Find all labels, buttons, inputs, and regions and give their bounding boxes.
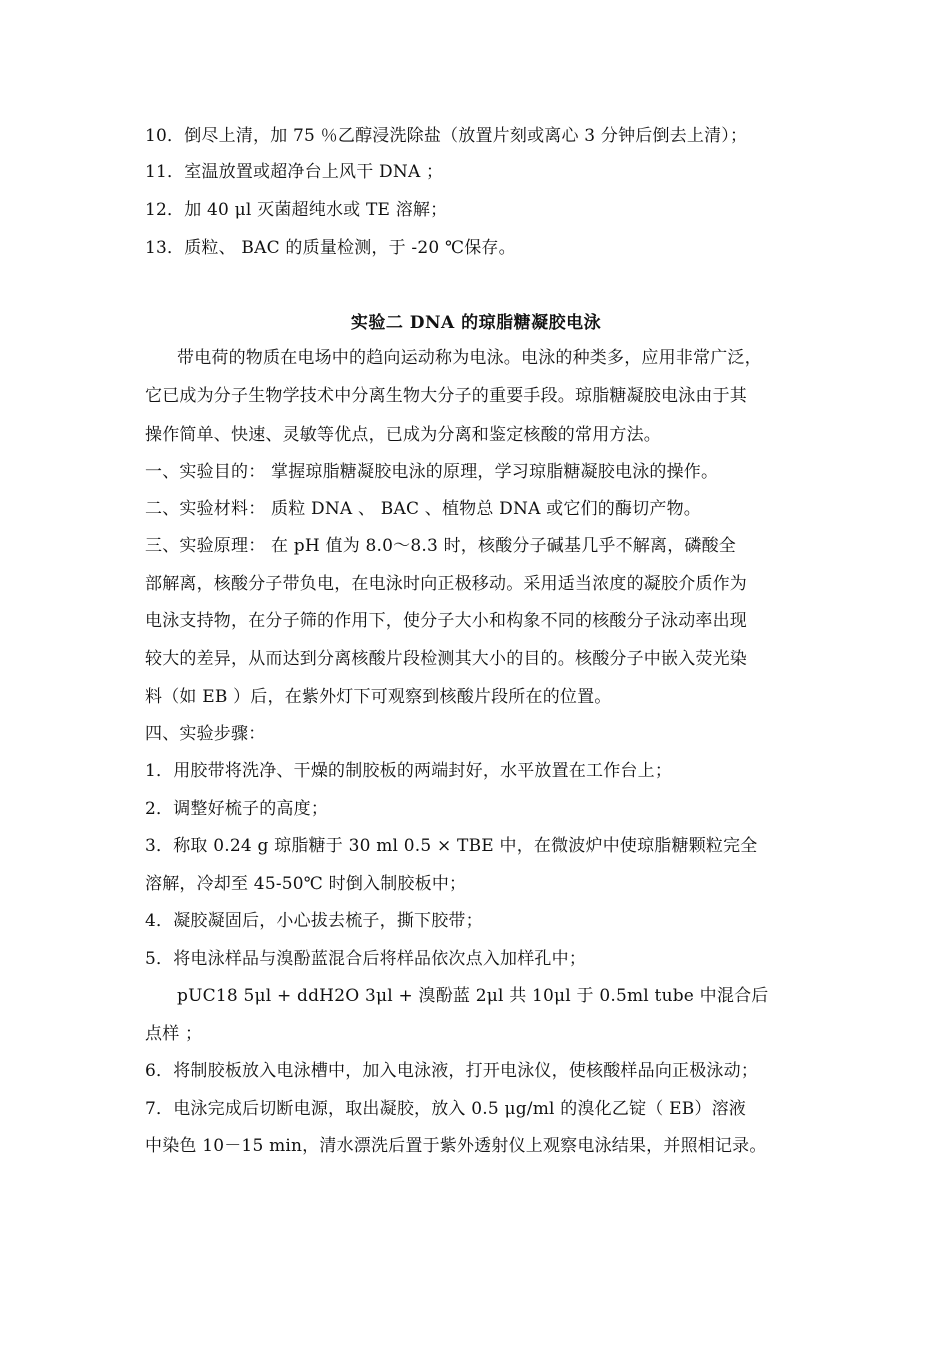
step-5: 5．将电泳样品与溴酚蓝混合后将样品依次点入加样孔中； (145, 949, 587, 969)
materials-line: 二、实验材料： 质粒 DNA 、 BAC 、植物总 DNA 或它们的酶切产物。 (145, 499, 701, 519)
step-2: 2．调整好梳子的高度； (145, 799, 329, 819)
step-7-cont: 中染色 10－15 min，清水漂洗后置于紫外透射仪上观察电泳结果，并照相记录。 (145, 1136, 767, 1156)
sample-line-1: pUC18 5μl + ddH2O 3μl + 溴酚蓝 2μl 共 10μl 于 0.5ml tube 中混合后 (177, 986, 769, 1006)
step-7: 7．电泳完成后切断电源，取出凝胶，放入 0.5 μg/ml 的溴化乙锭（ EB）溶液 (145, 1099, 746, 1119)
step-11: 11．室温放置或超净台上风干 DNA ； (145, 162, 444, 182)
principle-line-2: 部解离，核酸分子带负电，在电泳时向正极移动。采用适当浓度的凝胶介质作为 (145, 574, 747, 594)
principle-line-3: 电泳支持物，在分子筛的作用下，使分子大小和构象不同的核酸分子泳动率出现 (145, 611, 747, 631)
step-6: 6．将制胶板放入电泳槽中，加入电泳液，打开电泳仪，使核酸样品向正极泳动； (145, 1061, 759, 1081)
step-13: 13．质粒、 BAC 的质量检测，于 -20 ℃保存。 (145, 238, 516, 258)
section-title: 实验二 DNA 的琼脂糖凝胶电泳 (350, 313, 602, 333)
step-1: 1．用胶带将洗净、干燥的制胶板的两端封好，水平放置在工作台上； (145, 761, 673, 781)
steps-heading: 四、实验步骤： (145, 724, 266, 744)
principle-line-4: 较大的差异，从而达到分离核酸片段检测其大小的目的。核酸分子中嵌入荧光染 (145, 649, 747, 669)
step-3: 3．称取 0.24 g 琼脂糖于 30 ml 0.5 × TBE 中，在微波炉中使琼脂糖颗粒完全 (145, 836, 758, 856)
step-12: 12．加 40 μl 灭菌超纯水或 TE 溶解； (145, 200, 448, 220)
principle-line-1: 三、实验原理： 在 pH 值为 8.0～8.3 时，核酸分子碱基几乎不解离，磷酸全 (145, 536, 736, 556)
purpose-line: 一、实验目的： 掌握琼脂糖凝胶电泳的原理，学习琼脂糖凝胶电泳的操作。 (145, 462, 719, 482)
intro-line-2: 它已成为分子生物学技术中分离生物大分子的重要手段。琼脂糖凝胶电泳由于其 (145, 386, 747, 406)
intro-line-1: 带电荷的物质在电场中的趋向运动称为电泳。电泳的种类多，应用非常广泛， (177, 348, 762, 368)
sample-line-2: 点样 ； (145, 1024, 203, 1044)
step-4: 4．凝胶凝固后，小心拔去梳子，撕下胶带； (145, 911, 483, 931)
intro-line-3: 操作简单、快速、灵敏等优点，已成为分离和鉴定核酸的常用方法。 (145, 425, 661, 445)
step-3-cont: 溶解，冷却至 45-50℃ 时倒入制胶板中； (145, 874, 467, 894)
step-10: 10．倒尽上清，加 75 ％乙醇浸洗除盐（放置片刻或离心 3 分钟后倒去上清）； (145, 126, 748, 146)
principle-line-5: 料（如 EB ）后，在紫外灯下可观察到核酸片段所在的位置。 (145, 687, 612, 707)
